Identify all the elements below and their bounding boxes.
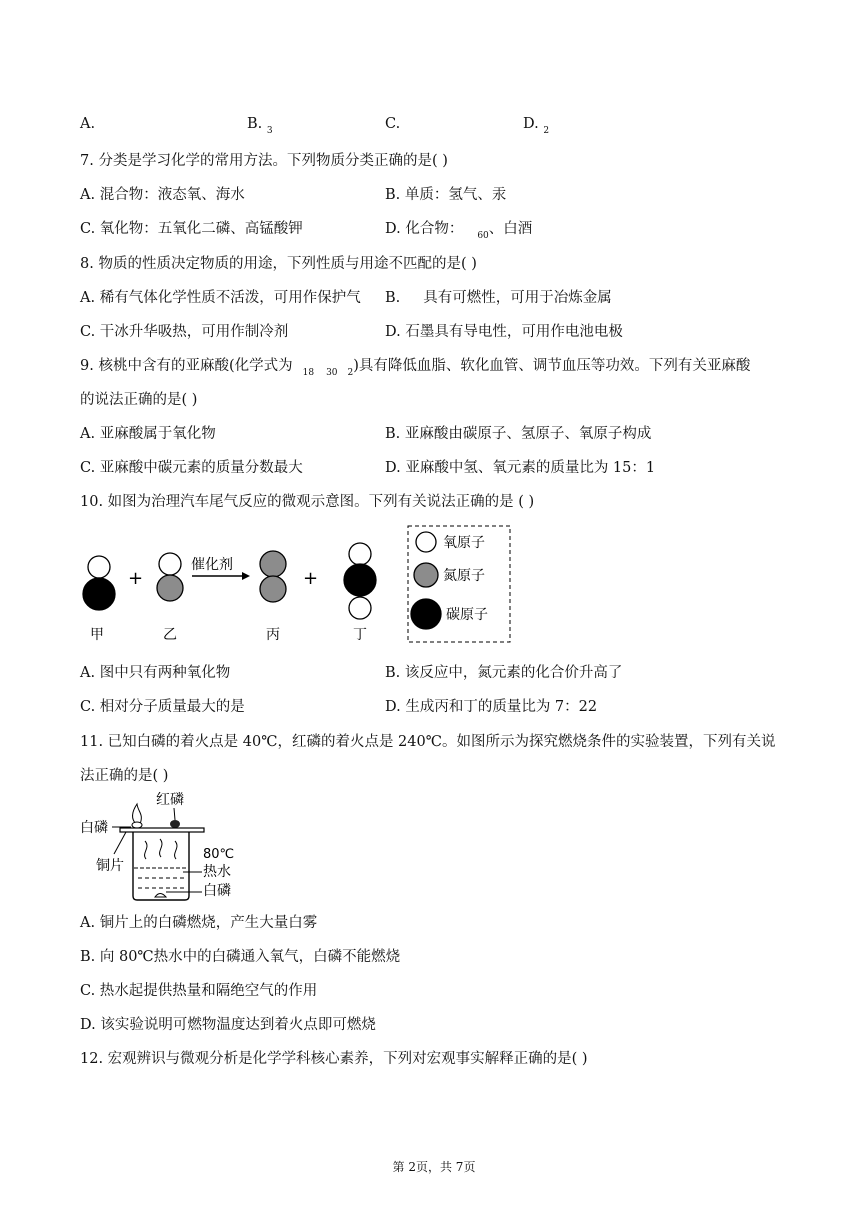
- q9-option-b[interactable]: B. 亚麻酸由碳原子、氢原子、氧原子构成: [385, 426, 652, 442]
- q6-option-d-label: D.: [523, 116, 539, 132]
- jia-carbon-atom: [83, 578, 115, 610]
- temperature-label: 80℃: [203, 847, 235, 862]
- q6-option-b-subscript: 3: [266, 126, 273, 136]
- ding-carbon-atom: [344, 564, 376, 596]
- q7-option-d-text: D. 化合物：: [385, 221, 464, 237]
- q10-reaction-diagram: [70, 522, 530, 647]
- q6-option-d[interactable]: [523, 116, 550, 136]
- label-jia: 甲: [90, 627, 104, 643]
- vapour-wave-3: [175, 841, 177, 859]
- q11-option-c[interactable]: C. 热水起提供热量和隔绝空气的作用: [80, 983, 318, 999]
- q11-stem-line2: 法正确的是( ): [80, 768, 169, 784]
- white-phosphorus-bottom: [155, 894, 166, 898]
- q12-stem: 12. 宏观辨识与微观分析是化学学科核心素养，下列对宏观事实解释正确的是( ): [80, 1051, 588, 1067]
- q9-option-d[interactable]: D. 亚麻酸中氢、氧元素的质量比为 15：1: [385, 460, 656, 476]
- jia-oxygen-atom: [88, 556, 110, 578]
- q11-option-d[interactable]: D. 该实验说明可燃物温度达到着火点即可燃烧: [80, 1017, 376, 1033]
- legend-carbon-label: 碳原子: [446, 607, 488, 623]
- label-bing: 丙: [266, 627, 280, 643]
- hot-water-label: 热水: [203, 864, 231, 880]
- q9-formula-sub-o: 2: [347, 368, 354, 378]
- q9-formula-sub-h: 30: [326, 368, 338, 378]
- q11-apparatus-diagram: [78, 784, 258, 906]
- q10-stem: 10. 如图为治理汽车尾气反应的微观示意图。下列有关说法正确的是 ( ): [80, 494, 535, 510]
- ding-oxygen-atom-bottom: [349, 597, 371, 619]
- legend-nitrogen-label: 氮原子: [443, 568, 485, 584]
- q8-stem: 8. 物质的性质决定物质的用途，下列性质与用途不匹配的是( ): [80, 256, 477, 272]
- q7-option-b[interactable]: B. 单质：氢气、汞: [385, 187, 507, 203]
- q7-option-d[interactable]: [385, 217, 533, 241]
- q8-option-d[interactable]: D. 石墨具有导电性，可用作电池电极: [385, 324, 623, 340]
- q10-option-c[interactable]: C. 相对分子质量最大的是: [80, 699, 245, 715]
- q10-option-d[interactable]: D. 生成丙和丁的质量比为 7：22: [385, 699, 598, 715]
- plus-sign-2: +: [303, 568, 319, 589]
- q7-option-a[interactable]: A. 混合物：液态氧、海水: [80, 187, 245, 203]
- white-phosphorus-top: [132, 822, 142, 828]
- legend-nitrogen-icon: [414, 563, 438, 587]
- q6-option-b[interactable]: [247, 116, 273, 136]
- copper-plate-label: 铜片: [96, 858, 124, 874]
- q11-option-a[interactable]: A. 铜片上的白磷燃烧，产生大量白雾: [80, 915, 318, 931]
- catalyst-label: 催化剂: [191, 557, 233, 573]
- white-phosphorus-bottom-label: 白磷: [203, 883, 231, 899]
- q9-option-c[interactable]: C. 亚麻酸中碳元素的质量分数最大: [80, 460, 303, 476]
- legend-oxygen-label: 氧原子: [443, 535, 485, 551]
- ding-oxygen-atom-top: [349, 543, 371, 565]
- reaction-arrow-head: [242, 572, 250, 580]
- q6-option-a[interactable]: [80, 116, 95, 132]
- q6-option-b-label: B.: [247, 116, 263, 132]
- q11-stem: 11. 已知白磷的着火点是 40℃，红磷的着火点是 240℃。如图所示为探究燃烧条件的实验装置，下列有关说: [80, 734, 776, 750]
- flame-icon: [133, 804, 142, 824]
- page-footer: 第 2页，共 7页: [392, 1160, 476, 1174]
- q9-stem-text-cont: )具有降低血脂、软化血管、调节血压等功效。下列有关亚麻酸: [353, 358, 751, 374]
- bing-nitrogen-atom-top: [260, 551, 286, 577]
- label-yi: 乙: [163, 627, 177, 643]
- q7-option-d-suffix: 、白酒: [488, 221, 533, 237]
- copper-plate: [120, 828, 204, 832]
- red-phosphorus: [170, 820, 180, 828]
- q6-option-a-label: A.: [80, 116, 96, 132]
- legend-oxygen-icon: [416, 532, 436, 552]
- white-phosphorus-top-label: 白磷: [80, 820, 108, 836]
- beaker: [133, 832, 189, 900]
- q8-option-b[interactable]: B. 具有可燃性，可用于冶炼金属: [385, 290, 612, 306]
- q8-option-c[interactable]: C. 干冰升华吸热，可用作制冷剂: [80, 324, 289, 340]
- plus-sign-1: +: [128, 568, 144, 589]
- q9-stem: [80, 354, 751, 378]
- q6-option-c[interactable]: [385, 116, 400, 132]
- q6-option-d-subscript: 2: [543, 126, 550, 136]
- q9-option-a[interactable]: A. 亚麻酸属于氧化物: [80, 426, 216, 442]
- q7-option-d-subscript: 60: [477, 231, 489, 241]
- vapour-wave-1: [145, 841, 147, 859]
- q11-option-b[interactable]: B. 向 80℃热水中的白磷通入氧气，白磷不能燃烧: [80, 949, 401, 965]
- yi-nitrogen-atom: [157, 575, 183, 601]
- red-phosphorus-label: 红磷: [156, 792, 184, 808]
- vapour-wave-2: [160, 839, 162, 857]
- legend-carbon-icon: [411, 599, 441, 629]
- q9-formula-sub-c: 18: [302, 368, 315, 378]
- q10-option-b[interactable]: B. 该反应中，氮元素的化合价升高了: [385, 665, 623, 681]
- copper-leader: [114, 832, 126, 854]
- q9-stem-text: 9. 核桃中含有的亚麻酸(化学式为: [80, 358, 293, 374]
- red-p-leader: [174, 808, 175, 820]
- q8-option-a[interactable]: A. 稀有气体化学性质不活泼，可用作保护气: [80, 290, 361, 306]
- bing-nitrogen-atom-bottom: [260, 576, 286, 602]
- q9-stem-line2: 的说法正确的是( ): [80, 392, 198, 408]
- q7-stem: 7. 分类是学习化学的常用方法。下列物质分类正确的是( ): [80, 153, 448, 169]
- q6-option-c-label: C.: [385, 116, 401, 132]
- q7-option-c[interactable]: C. 氧化物：五氧化二磷、高锰酸钾: [80, 221, 303, 237]
- yi-oxygen-atom: [159, 553, 181, 575]
- label-ding: 丁: [353, 627, 367, 643]
- q10-option-a[interactable]: A. 图中只有两种氧化物: [80, 665, 231, 681]
